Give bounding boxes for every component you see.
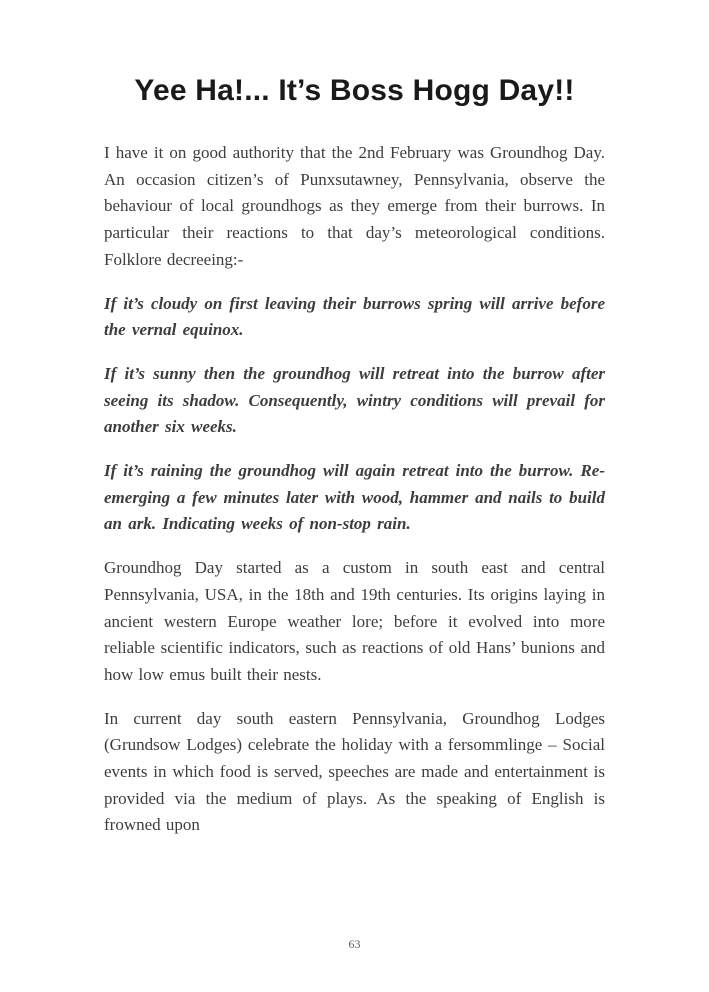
paragraph-folklore-cloudy: If it’s cloudy on first leaving their burrows spring will arrive before the vernal equinox. — [104, 293, 605, 340]
paragraph-folklore-raining: If it’s raining the groundhog will again retreat into the burrow. Re-emerging a few minutes later with wood, hammer and nails to build an ark. Indicating weeks of non-stop rain. — [104, 461, 605, 534]
paragraph-history: Groundhog Day started as a custom in south east and central Pennsylvania, USA, in the 18th and 19th centuries. Its origins laying in ancient western Europe weather lore; before it evolved into more reliable scientific indicators, such as reactions of old Hans’ bunions and how low emus built their nests. — [104, 558, 605, 684]
paragraph-intro: I have it on good authority that the 2nd February was Groundhog Day. An occasion citizen’s of Punxsutawney, Pennsylvania, observe the behaviour of local groundhogs as they emerge from their burrows. In particular their reactions to that day’s meteorological conditions. Folklore decreeing:- — [104, 143, 605, 269]
page-title: Yee Ha!... It’s Boss Hogg Day!! — [134, 74, 575, 107]
paragraph-folklore-sunny: If it’s sunny then the groundhog will retreat into the burrow after seeing its shadow. Consequently, wintry conditions will prevail for another six weeks. — [104, 363, 605, 437]
page-number: 63 — [348, 937, 361, 951]
paragraph-lodges: In current day south eastern Pennsylvania, Groundhog Lodges (Grundsow Lodges) celebrate the holiday with a fersommlinge – Social events in which food is served, speeches are made and entertainment is provided via the medium of plays. As the speaking of English is frowned upon — [104, 708, 605, 835]
